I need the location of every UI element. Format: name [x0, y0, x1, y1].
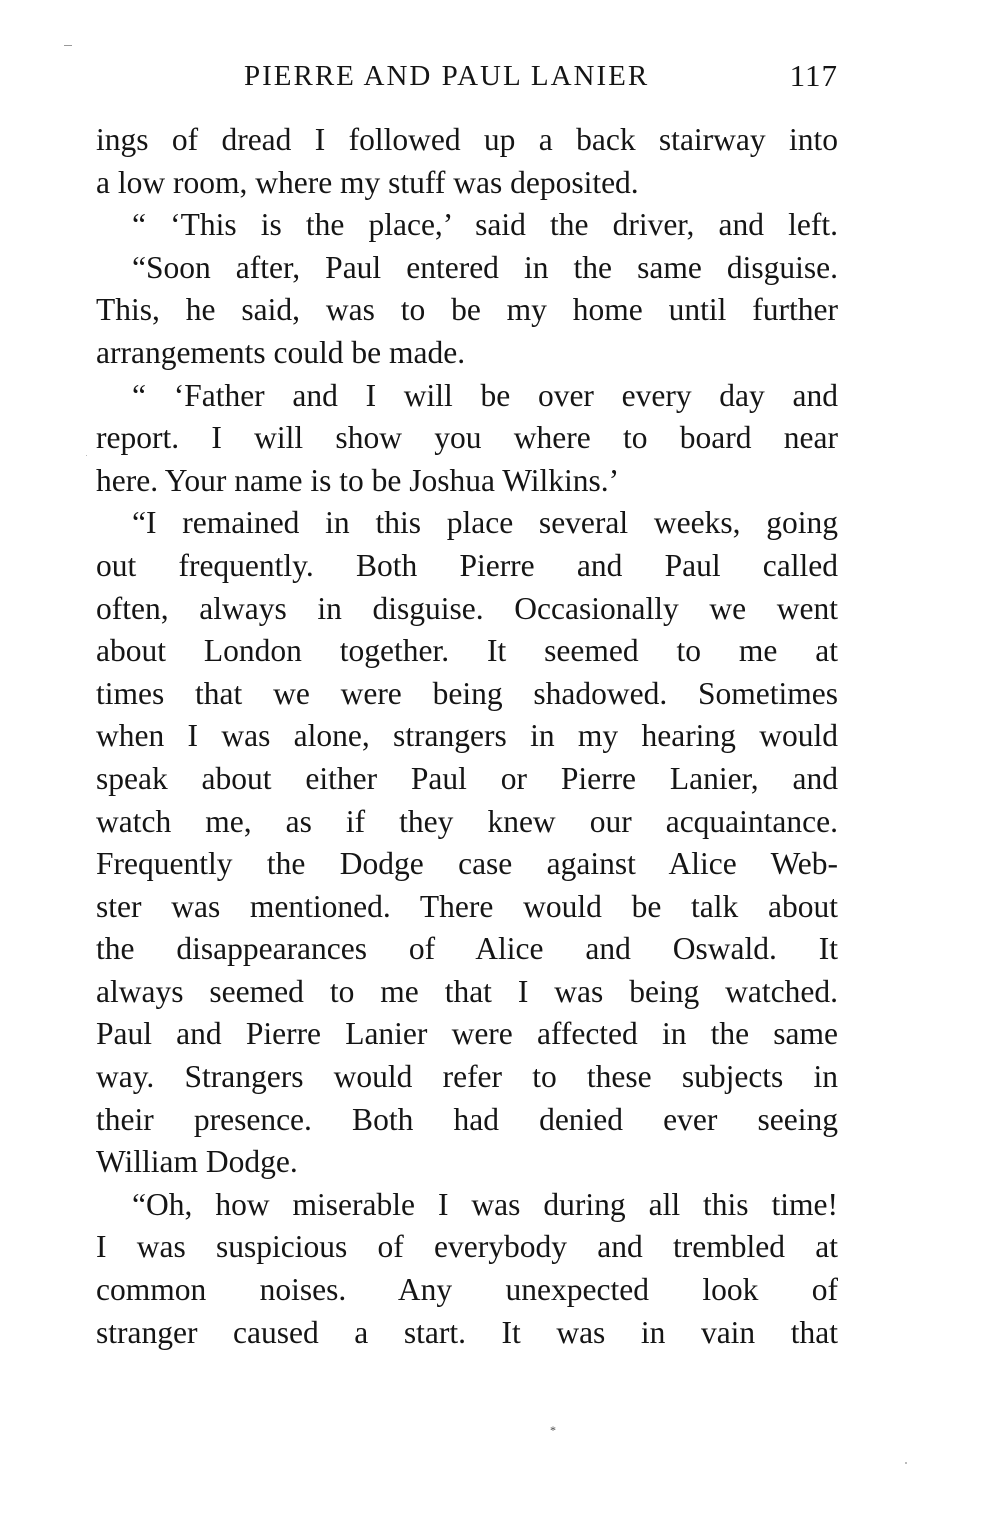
paper-speck	[905, 1462, 907, 1464]
text-line: “Soon after, Paul entered in the same disguise.	[132, 249, 838, 285]
text-line: stranger caused a start. It was in vain that	[96, 1314, 838, 1350]
page-header	[96, 56, 838, 96]
text-line: Paul and Pierre Lanier were affected in the same	[96, 1016, 838, 1052]
text-line: report. I will show you where to board near	[96, 420, 838, 456]
text-line: common noises. Any unexpected look of	[96, 1272, 838, 1308]
text-line: ings of dread I followed up a back stairway into	[96, 122, 838, 157]
margin-mark	[64, 45, 72, 46]
text-line: “Oh, how miserable I was during all this time!	[132, 1186, 838, 1222]
paper-speck	[86, 455, 87, 456]
text-line: a low room, where my stuff was deposited.	[96, 164, 639, 200]
text-line: here. Your name is to be Joshua Wilkins.’	[96, 462, 620, 498]
text-line: the disappearances of Alice and Oswald. It	[96, 931, 838, 967]
text-line: I was suspicious of everybody and trembled at	[96, 1229, 838, 1265]
text-line: arrangements could be made.	[96, 334, 466, 370]
text-line: when I was alone, strangers in my hearing would	[96, 718, 838, 754]
page-number: 117	[789, 58, 838, 93]
text-line: watch me, as if they knew our acquaintance.	[96, 803, 838, 839]
text-line: way. Strangers would refer to these subjects in	[96, 1059, 838, 1095]
text-line: times that we were being shadowed. Sometimes	[96, 675, 838, 711]
text-line: ster was mentioned. There would be talk about	[96, 888, 838, 924]
text-line: “ ‘This is the place,’ said the driver, and left.	[132, 207, 838, 243]
text-line: often, always in disguise. Occasionally we went	[96, 590, 838, 626]
running-title: PIERRE AND PAUL LANIER	[244, 60, 650, 92]
text-line: This, he said, was to be my home until further	[96, 292, 838, 328]
text-line: out frequently. Both Pierre and Paul called	[96, 547, 838, 583]
text-line: speak about either Paul or Pierre Lanier, and	[96, 760, 838, 796]
text-line: always seemed to me that I was being watched.	[96, 973, 838, 1009]
text-line: William Dodge.	[96, 1144, 298, 1180]
text-line: Frequently the Dodge case against Alice Web-	[96, 846, 838, 882]
signature-mark: *	[550, 1423, 556, 1437]
text-line: “I remained in this place several weeks, going	[132, 505, 838, 541]
text-line: their presence. Both had denied ever seeing	[96, 1101, 838, 1137]
text-line: about London together. It seemed to me at	[96, 633, 838, 669]
text-line: “ ‘Father and I will be over every day and	[132, 377, 838, 413]
body-text	[96, 119, 838, 1354]
